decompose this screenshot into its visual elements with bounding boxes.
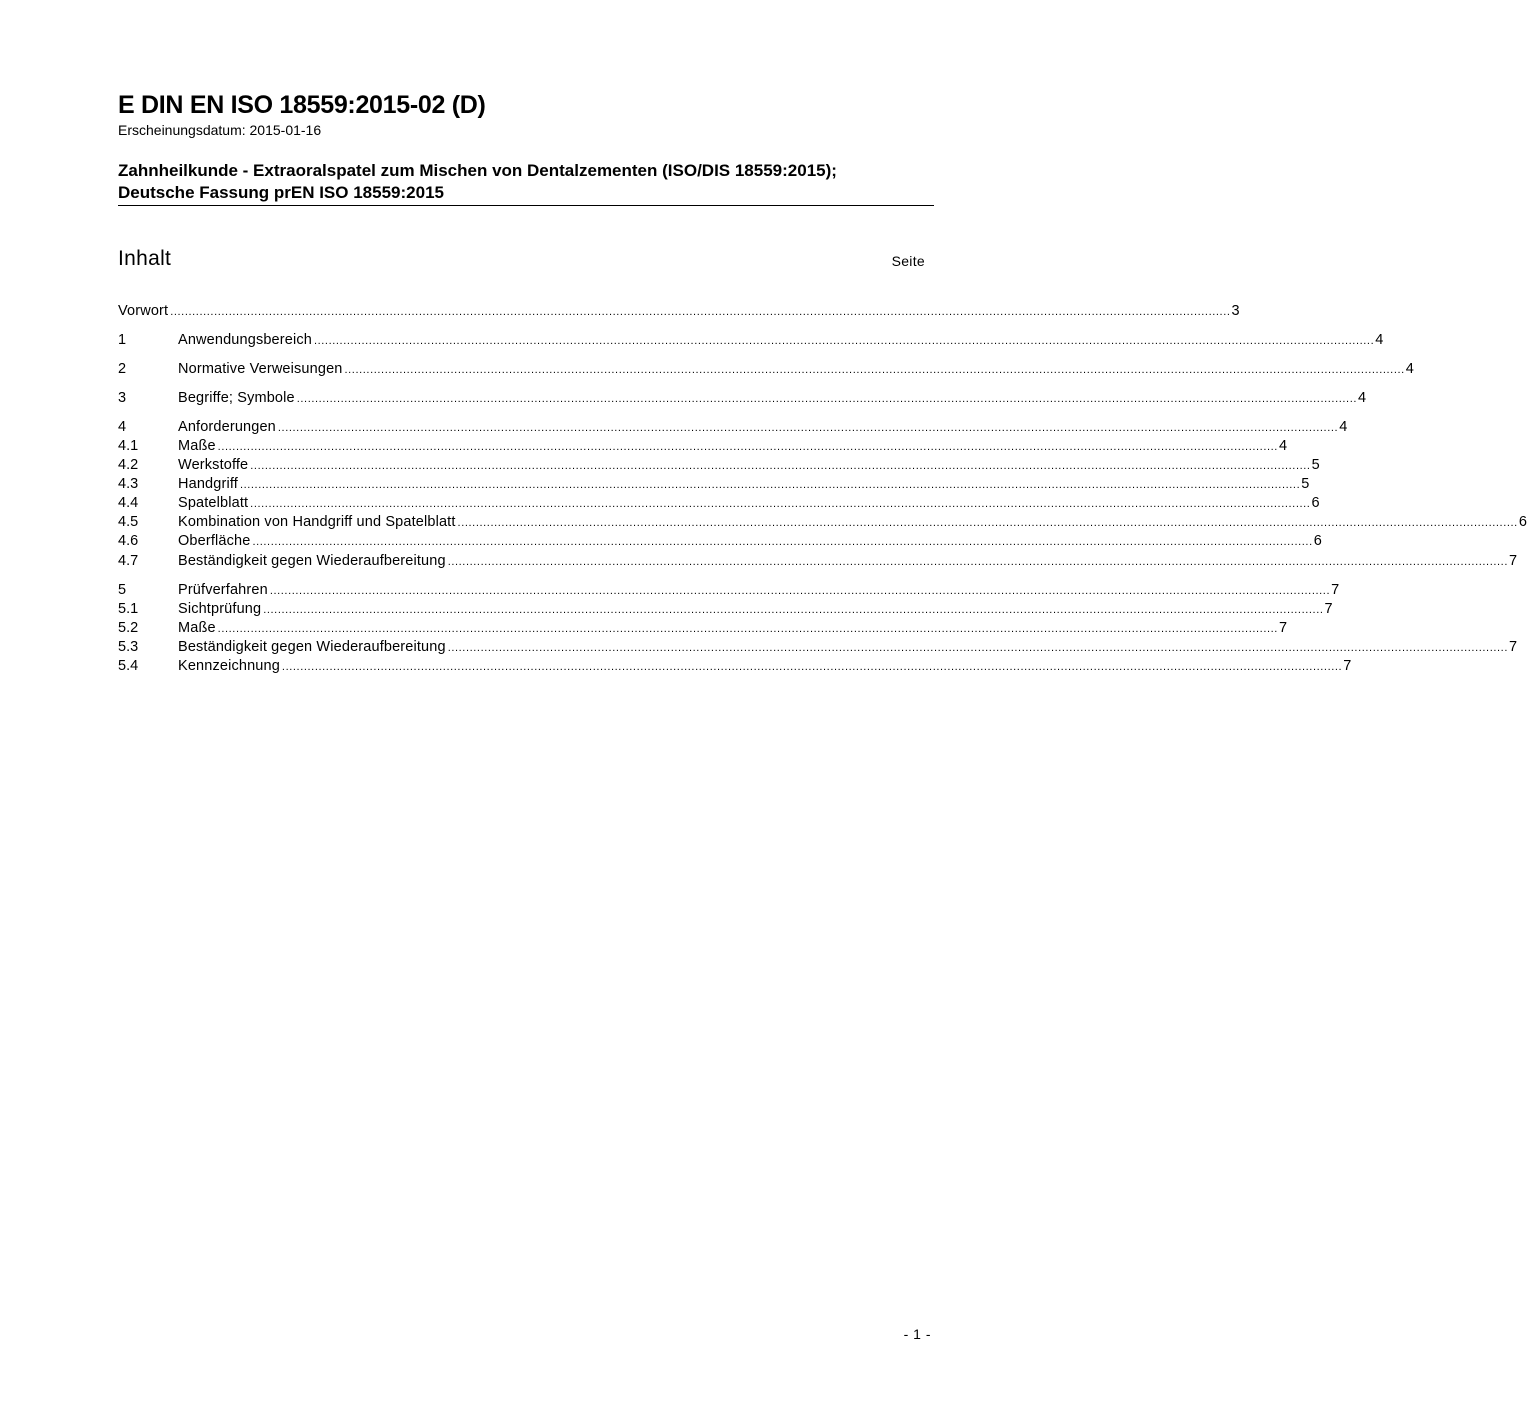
toc-leader: .................................................................................................................................................................................................................................................................................................. — [239, 479, 1301, 491]
toc-entry-label: Vorwort — [118, 303, 169, 319]
toc-entry-label: Handgriff — [178, 476, 238, 492]
toc-leader: .................................................................................................................................................................................................................................................................................................. — [250, 460, 1311, 472]
toc-entry-5-3[interactable] — [118, 638, 1518, 657]
toc-entry-4-4[interactable] — [118, 494, 1320, 513]
toc-entry-page: 6 — [1313, 533, 1322, 549]
toc-leader: .................................................................................................................................................................................................................................................................................................. — [217, 441, 1278, 453]
toc-leader: .................................................................................................................................................................................................................................................................................................. — [269, 585, 1331, 597]
toc-entry-number: 1 — [118, 332, 127, 348]
toc-entry-page: 4 — [1278, 438, 1288, 454]
toc-leader: .................................................................................................................................................................................................................................................................................................. — [170, 306, 1231, 318]
title-divider — [118, 205, 934, 206]
toc-entry-page: 4 — [1405, 361, 1414, 377]
toc-entry-4-5[interactable] — [118, 513, 1527, 532]
toc-entry-label: Beständigkeit gegen Wiederaufbereitung — [178, 553, 446, 569]
toc-entry-number: 4.4 — [118, 495, 139, 511]
toc-entry-label: Maße — [178, 620, 216, 636]
page-number: - 1 - — [903, 1326, 931, 1342]
toc-entry-1[interactable] — [118, 331, 1384, 350]
toc-entry-label: Anforderungen — [178, 419, 276, 435]
toc-entry-number: 4.6 — [118, 533, 139, 549]
toc-entry-page: 5 — [1301, 476, 1310, 492]
toc-entry-4[interactable] — [118, 418, 1348, 437]
toc-entry-label: Prüfverfahren — [178, 582, 268, 598]
toc-entry-5-2[interactable] — [118, 619, 1288, 638]
toc-entry-page: 7 — [1343, 658, 1352, 674]
toc-entry-4-3[interactable] — [118, 475, 1310, 494]
document-title: Zahnheilkunde - Extraoralspatel zum Mischen von Dentalzementen (ISO/DIS 18559:2015); Deutsche Fassung prEN ISO 18559:2015 — [118, 161, 837, 202]
toc-leader: .................................................................................................................................................................................................................................................................................................. — [277, 422, 1339, 434]
toc-entry-label: Sichtprüfung — [178, 601, 262, 617]
publication-date: Erscheinungsdatum: 2015-01-16 — [118, 122, 322, 138]
toc-entry-5-1[interactable] — [118, 600, 1333, 619]
toc-entry-page: 3 — [1231, 303, 1240, 319]
toc-entry-number: 4 — [118, 419, 127, 435]
toc-entry-4-2[interactable] — [118, 456, 1320, 475]
toc-entry-label: Beständigkeit gegen Wiederaufbereitung — [178, 639, 446, 655]
toc-entry-number: 3 — [118, 390, 127, 406]
toc-entry-page: 7 — [1508, 639, 1518, 655]
toc-entry-number: 5 — [118, 582, 127, 598]
toc-entry-3[interactable] — [118, 389, 1367, 408]
toc-entry-page: 7 — [1331, 582, 1340, 598]
toc-entry-page: 4 — [1339, 419, 1348, 435]
toc-entry-page: 4 — [1375, 332, 1384, 348]
toc-entry-number: 5.2 — [118, 620, 139, 636]
toc-leader: .................................................................................................................................................................................................................................................................................................. — [447, 642, 1508, 654]
toc-entry-label: Oberfläche — [178, 533, 251, 549]
toc-entry-label: Normative Verweisungen — [178, 361, 343, 377]
toc-entry-number: 5.3 — [118, 639, 139, 655]
document-id: E DIN EN ISO 18559:2015-02 (D) — [118, 91, 486, 119]
toc-leader: .................................................................................................................................................................................................................................................................................................. — [296, 393, 1358, 405]
toc-entry-5[interactable] — [118, 581, 1340, 600]
toc-entry-page: 7 — [1278, 620, 1288, 636]
toc-entry-page: 7 — [1508, 553, 1518, 569]
toc-leader: .................................................................................................................................................................................................................................................................................................. — [252, 536, 1313, 548]
toc-heading: Inhalt — [118, 247, 172, 270]
toc-entry-page: 6 — [1311, 495, 1320, 511]
toc-entry-4-6[interactable] — [118, 532, 1322, 551]
toc-entry-4-7[interactable] — [118, 552, 1518, 571]
toc-leader: .................................................................................................................................................................................................................................................................................................. — [281, 661, 1343, 673]
toc-entry-label: Kombination von Handgriff und Spatelblatt — [178, 514, 456, 530]
toc-entry-label: Werkstoffe — [178, 457, 249, 473]
toc-entry-4-1[interactable] — [118, 437, 1288, 456]
toc-leader: .................................................................................................................................................................................................................................................................................................. — [217, 623, 1278, 635]
toc-entry-number: 2 — [118, 361, 127, 377]
toc-entry-label: Kennzeichnung — [178, 658, 280, 674]
toc-entry-page: 5 — [1311, 457, 1320, 473]
toc-entry-number: 5.1 — [118, 601, 139, 617]
toc-entry-label: Spatelblatt — [178, 495, 249, 511]
toc-entry-5-4[interactable] — [118, 657, 1352, 676]
toc-entry-number: 5.4 — [118, 658, 139, 674]
toc-leader: .................................................................................................................................................................................................................................................................................................. — [313, 335, 1375, 347]
toc-entry-page: 6 — [1518, 514, 1527, 530]
toc-entry-label: Begriffe; Symbole — [178, 390, 295, 406]
toc-entry-number: 4.1 — [118, 438, 139, 454]
toc-leader: .................................................................................................................................................................................................................................................................................................. — [457, 517, 1518, 529]
toc-entry-number: 4.5 — [118, 514, 139, 530]
toc-leader: .................................................................................................................................................................................................................................................................................................. — [263, 604, 1324, 616]
toc-entry-label: Anwendungsbereich — [178, 332, 312, 348]
toc-entry-page: 4 — [1358, 390, 1367, 406]
toc-entry-page: 7 — [1324, 601, 1333, 617]
toc-entry-vorwort[interactable] — [118, 302, 1240, 321]
toc-leader: .................................................................................................................................................................................................................................................................................................. — [250, 498, 1311, 510]
toc-entry-label: Maße — [178, 438, 216, 454]
toc-entry-2[interactable] — [118, 360, 1414, 379]
toc-entry-number: 4.2 — [118, 457, 139, 473]
toc-leader: .................................................................................................................................................................................................................................................................................................. — [344, 364, 1405, 376]
toc-entry-number: 4.3 — [118, 476, 139, 492]
toc-page-column-label: Seite — [891, 253, 925, 269]
toc-leader: .................................................................................................................................................................................................................................................................................................. — [447, 556, 1508, 568]
toc-entry-number: 4.7 — [118, 553, 139, 569]
